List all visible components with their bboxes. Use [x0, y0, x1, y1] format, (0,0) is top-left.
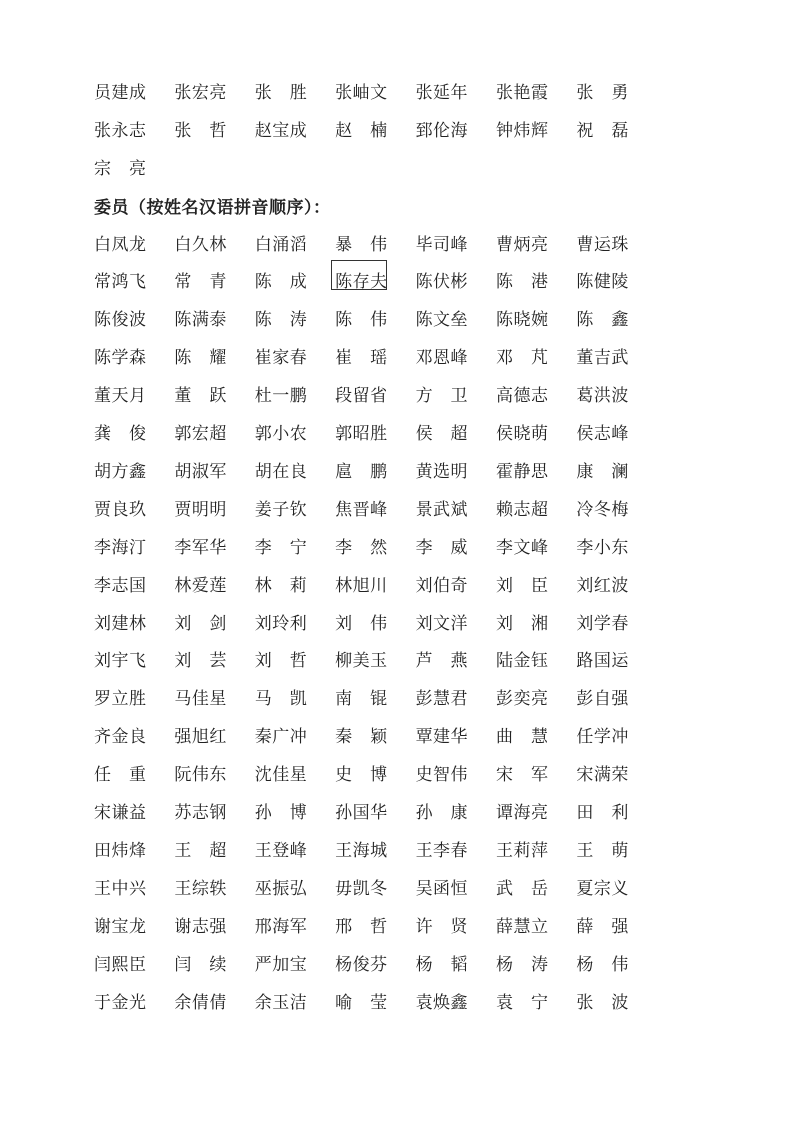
- person-name: 李志国: [94, 575, 147, 596]
- person-name: 胡方鑫: [94, 461, 147, 482]
- person-name: 龚 俊: [94, 424, 147, 444]
- person-name: 白凤龙: [94, 234, 147, 255]
- person-name: 崔 瑶: [335, 348, 388, 369]
- person-name: 林爱莲: [174, 575, 227, 596]
- person-name: 吴函恒: [415, 878, 469, 899]
- person-name: 喻 莹: [335, 992, 388, 1013]
- person-name: 陈文垒: [415, 310, 469, 331]
- name-row: [94, 450, 657, 488]
- person-name: 赖志超: [495, 499, 549, 520]
- person-name: 赵宝成: [254, 120, 308, 141]
- person-name: 刘 伟: [335, 613, 388, 634]
- person-name: 刘 臣: [495, 575, 549, 596]
- person-name: 陈 港: [495, 272, 549, 293]
- person-name: 史智伟: [415, 765, 469, 786]
- person-name: 张延年: [415, 82, 469, 103]
- person-name: 袁 宁: [495, 992, 549, 1013]
- person-name: 余玉洁: [254, 992, 308, 1013]
- person-name: 郭小农: [254, 424, 308, 444]
- person-name: 张 勇: [576, 82, 629, 103]
- person-name: 闫熙臣: [94, 954, 147, 975]
- name-row: [94, 223, 657, 261]
- person-name: 彭慧君: [415, 689, 469, 710]
- person-name: 董吉武: [576, 348, 629, 369]
- name-row: [94, 640, 657, 678]
- person-name: 彭自强: [576, 689, 629, 710]
- person-name: 姜子钦: [254, 499, 308, 520]
- person-name: 孙 康: [415, 803, 469, 823]
- name-row: [94, 375, 657, 413]
- person-name: 段留省: [335, 386, 388, 407]
- person-name: 陈俊波: [94, 310, 147, 331]
- person-name: 陈 涛: [254, 310, 308, 331]
- person-name: 胡淑军: [174, 461, 227, 482]
- person-name: 毋凯冬: [335, 878, 388, 899]
- person-name: 刘 芸: [174, 651, 227, 672]
- person-name: 陈学森: [94, 348, 147, 369]
- person-name: 王中兴: [94, 878, 147, 899]
- person-name: 邢海军: [254, 916, 308, 937]
- person-name: 芦 燕: [415, 651, 469, 672]
- person-name: 薛 强: [576, 916, 629, 937]
- person-name: 闫 续: [174, 954, 227, 975]
- person-name: 崔家春: [254, 348, 308, 369]
- person-name: 罗立胜: [94, 689, 147, 710]
- person-name: 焦晋峰: [335, 499, 388, 520]
- person-name: 郭昭胜: [335, 424, 388, 444]
- person-name: 贾明明: [174, 499, 227, 520]
- person-name: 毕司峰: [415, 234, 469, 255]
- name-row: [94, 867, 657, 905]
- person-name: 强旭红: [174, 727, 227, 748]
- person-name: 刘伯奇: [415, 575, 469, 596]
- person-name: 夏宗义: [576, 878, 629, 899]
- person-name: 秦 颖: [335, 727, 388, 748]
- person-name: 谭海亮: [495, 803, 549, 823]
- person-name: 葛洪波: [576, 386, 629, 407]
- person-name: 张 哲: [174, 120, 227, 141]
- person-name: 杨 韬: [415, 954, 469, 975]
- person-name: 王 超: [174, 840, 227, 861]
- person-name: 邢 哲: [335, 916, 388, 937]
- person-name: 景武斌: [415, 499, 469, 520]
- person-name: 陈 成: [254, 272, 308, 293]
- person-name: 巫振弘: [254, 878, 308, 899]
- name-row: [94, 147, 174, 185]
- person-name: 陈 耀: [174, 348, 227, 369]
- person-name: 陈健陵: [576, 272, 629, 293]
- person-name: 李小东: [576, 537, 629, 558]
- person-name: 侯 超: [415, 424, 469, 444]
- name-row: [94, 526, 657, 564]
- person-name: 宋谦益: [94, 803, 147, 823]
- person-name: 张岫文: [335, 82, 388, 103]
- person-name: 彭奕亮: [495, 689, 549, 710]
- person-name: 余倩倩: [174, 992, 227, 1013]
- person-name: 郅伦海: [415, 120, 469, 141]
- name-row: [94, 943, 657, 981]
- person-name: 曹炳亮: [495, 234, 549, 255]
- person-name: 薛慧立: [495, 916, 549, 937]
- person-name: 常鸿飞: [94, 272, 147, 293]
- name-row: [94, 829, 657, 867]
- highlight-box: [331, 260, 387, 290]
- person-name: 王登峰: [254, 840, 308, 861]
- person-name: 任 重: [94, 765, 147, 786]
- person-name: 常 青: [174, 272, 227, 293]
- person-name: 扈 鹏: [335, 461, 388, 482]
- person-name: 田炜烽: [94, 840, 147, 861]
- person-name: 邓 芃: [495, 348, 549, 369]
- person-name: 谢宝龙: [94, 916, 147, 937]
- person-name: 刘 剑: [174, 613, 227, 634]
- person-name: 林 莉: [254, 575, 308, 596]
- person-name: 李军华: [174, 537, 227, 558]
- person-name: 武 岳: [495, 878, 549, 899]
- members-heading: 委员（按姓名汉语拼音顺序）：: [94, 197, 331, 218]
- person-name: 林旭川: [335, 575, 388, 596]
- person-name: 康 澜: [576, 461, 629, 482]
- person-name: 员建成: [94, 82, 147, 103]
- person-name: 刘文洋: [415, 613, 469, 634]
- person-name: 杜一鹏: [254, 386, 308, 407]
- person-name: 覃建华: [415, 727, 469, 748]
- person-name: 王李春: [415, 840, 469, 861]
- name-row: [94, 71, 657, 109]
- person-name: 李文峰: [495, 537, 549, 558]
- person-name: 沈佳星: [254, 765, 308, 786]
- person-name: 张永志: [94, 120, 147, 141]
- person-name: 王海城: [335, 840, 388, 861]
- person-name: 孙 博: [254, 803, 308, 823]
- name-row: [94, 109, 657, 147]
- person-name: 齐金良: [94, 727, 147, 748]
- person-name: 刘建林: [94, 613, 147, 634]
- person-name: 张 胜: [254, 82, 308, 103]
- person-name: 严加宝: [254, 954, 308, 975]
- person-name: 方 卫: [415, 386, 469, 407]
- person-name: 王综轶: [174, 878, 227, 899]
- name-row: [94, 488, 657, 526]
- person-name: 张宏亮: [174, 82, 227, 103]
- person-name: 刘 哲: [254, 651, 308, 672]
- name-row: [94, 678, 657, 716]
- person-name: 宋 军: [495, 765, 549, 786]
- person-name: 刘玲利: [254, 613, 308, 634]
- person-name: 王 萌: [576, 840, 629, 861]
- name-row: [94, 792, 657, 830]
- person-name: 祝 磊: [576, 120, 629, 141]
- name-row: [94, 299, 657, 337]
- person-name: 董 跃: [174, 386, 227, 407]
- person-name: 钟炜辉: [495, 120, 549, 141]
- person-name: 刘红波: [576, 575, 629, 596]
- person-name: 田 利: [576, 803, 629, 823]
- person-name: 陈 伟: [335, 310, 388, 331]
- person-name: 马佳星: [174, 689, 227, 710]
- person-name: 霍静思: [495, 461, 549, 482]
- person-name: 史 博: [335, 765, 388, 786]
- person-name: 曲 慧: [495, 727, 549, 748]
- person-name: 白久林: [174, 234, 227, 255]
- person-name-highlighted: 陈存夫: [335, 267, 415, 292]
- person-name: 张 波: [576, 992, 629, 1013]
- person-name: 陈伏彬: [415, 272, 469, 293]
- person-name: 贾良玖: [94, 499, 147, 520]
- person-name: 陈晓婉: [495, 310, 549, 331]
- person-name: 南 锟: [335, 689, 388, 710]
- person-name: 董天月: [94, 386, 147, 407]
- person-name: 白涌滔: [254, 234, 308, 255]
- person-name: 谢志强: [174, 916, 227, 937]
- person-name: 赵 楠: [335, 120, 388, 141]
- person-name: 李 威: [415, 537, 469, 558]
- person-name: 秦广冲: [254, 727, 308, 748]
- person-name: 苏志钢: [174, 803, 227, 823]
- person-name: 路国运: [576, 651, 629, 672]
- person-name: 柳美玉: [335, 651, 388, 672]
- name-row: [94, 337, 657, 375]
- person-name: 黄选明: [415, 461, 469, 482]
- name-row: [94, 981, 657, 1019]
- person-name: 胡在良: [254, 461, 308, 482]
- person-name: 邓恩峰: [415, 348, 469, 369]
- person-name: 阮伟东: [174, 765, 227, 786]
- person-name: 侯志峰: [576, 424, 629, 444]
- person-name: 宗 亮: [94, 158, 147, 179]
- person-name: 刘学春: [576, 613, 629, 634]
- person-name: 袁焕鑫: [415, 992, 469, 1013]
- person-name: 李 然: [335, 537, 388, 558]
- person-name: 曹运珠: [576, 234, 629, 255]
- name-row: [94, 754, 657, 792]
- person-name: 杨 涛: [495, 954, 549, 975]
- person-name: 刘宇飞: [94, 651, 147, 672]
- person-name: 暴 伟: [335, 234, 388, 255]
- name-row: [94, 413, 657, 451]
- person-name: 侯晓萌: [495, 424, 549, 444]
- name-row: [94, 564, 657, 602]
- name-row: [94, 261, 657, 299]
- name-row: [94, 905, 657, 943]
- person-name: 冷冬梅: [576, 499, 629, 520]
- person-name: 宋满荣: [576, 765, 629, 786]
- person-name: 孙国华: [335, 803, 388, 823]
- name-row: [94, 716, 657, 754]
- person-name: 李海汀: [94, 537, 147, 558]
- person-name: 许 贤: [415, 916, 469, 937]
- person-name: 李 宁: [254, 537, 308, 558]
- person-name: 杨 伟: [576, 954, 629, 975]
- person-name: 陈满泰: [174, 310, 227, 331]
- person-name: 张艳霞: [495, 82, 549, 103]
- person-name: 陆金钰: [495, 651, 549, 672]
- person-name: 郭宏超: [174, 424, 227, 444]
- person-name: 王莉萍: [495, 840, 549, 861]
- person-name: 马 凯: [254, 689, 308, 710]
- person-name: 刘 湘: [495, 613, 549, 634]
- person-name: 任学冲: [576, 727, 629, 748]
- name-row: [94, 602, 657, 640]
- person-name: 于金光: [94, 992, 147, 1013]
- person-name: 杨俊芬: [335, 954, 388, 975]
- person-name: 高德志: [495, 386, 549, 407]
- person-name: 陈 鑫: [576, 310, 629, 331]
